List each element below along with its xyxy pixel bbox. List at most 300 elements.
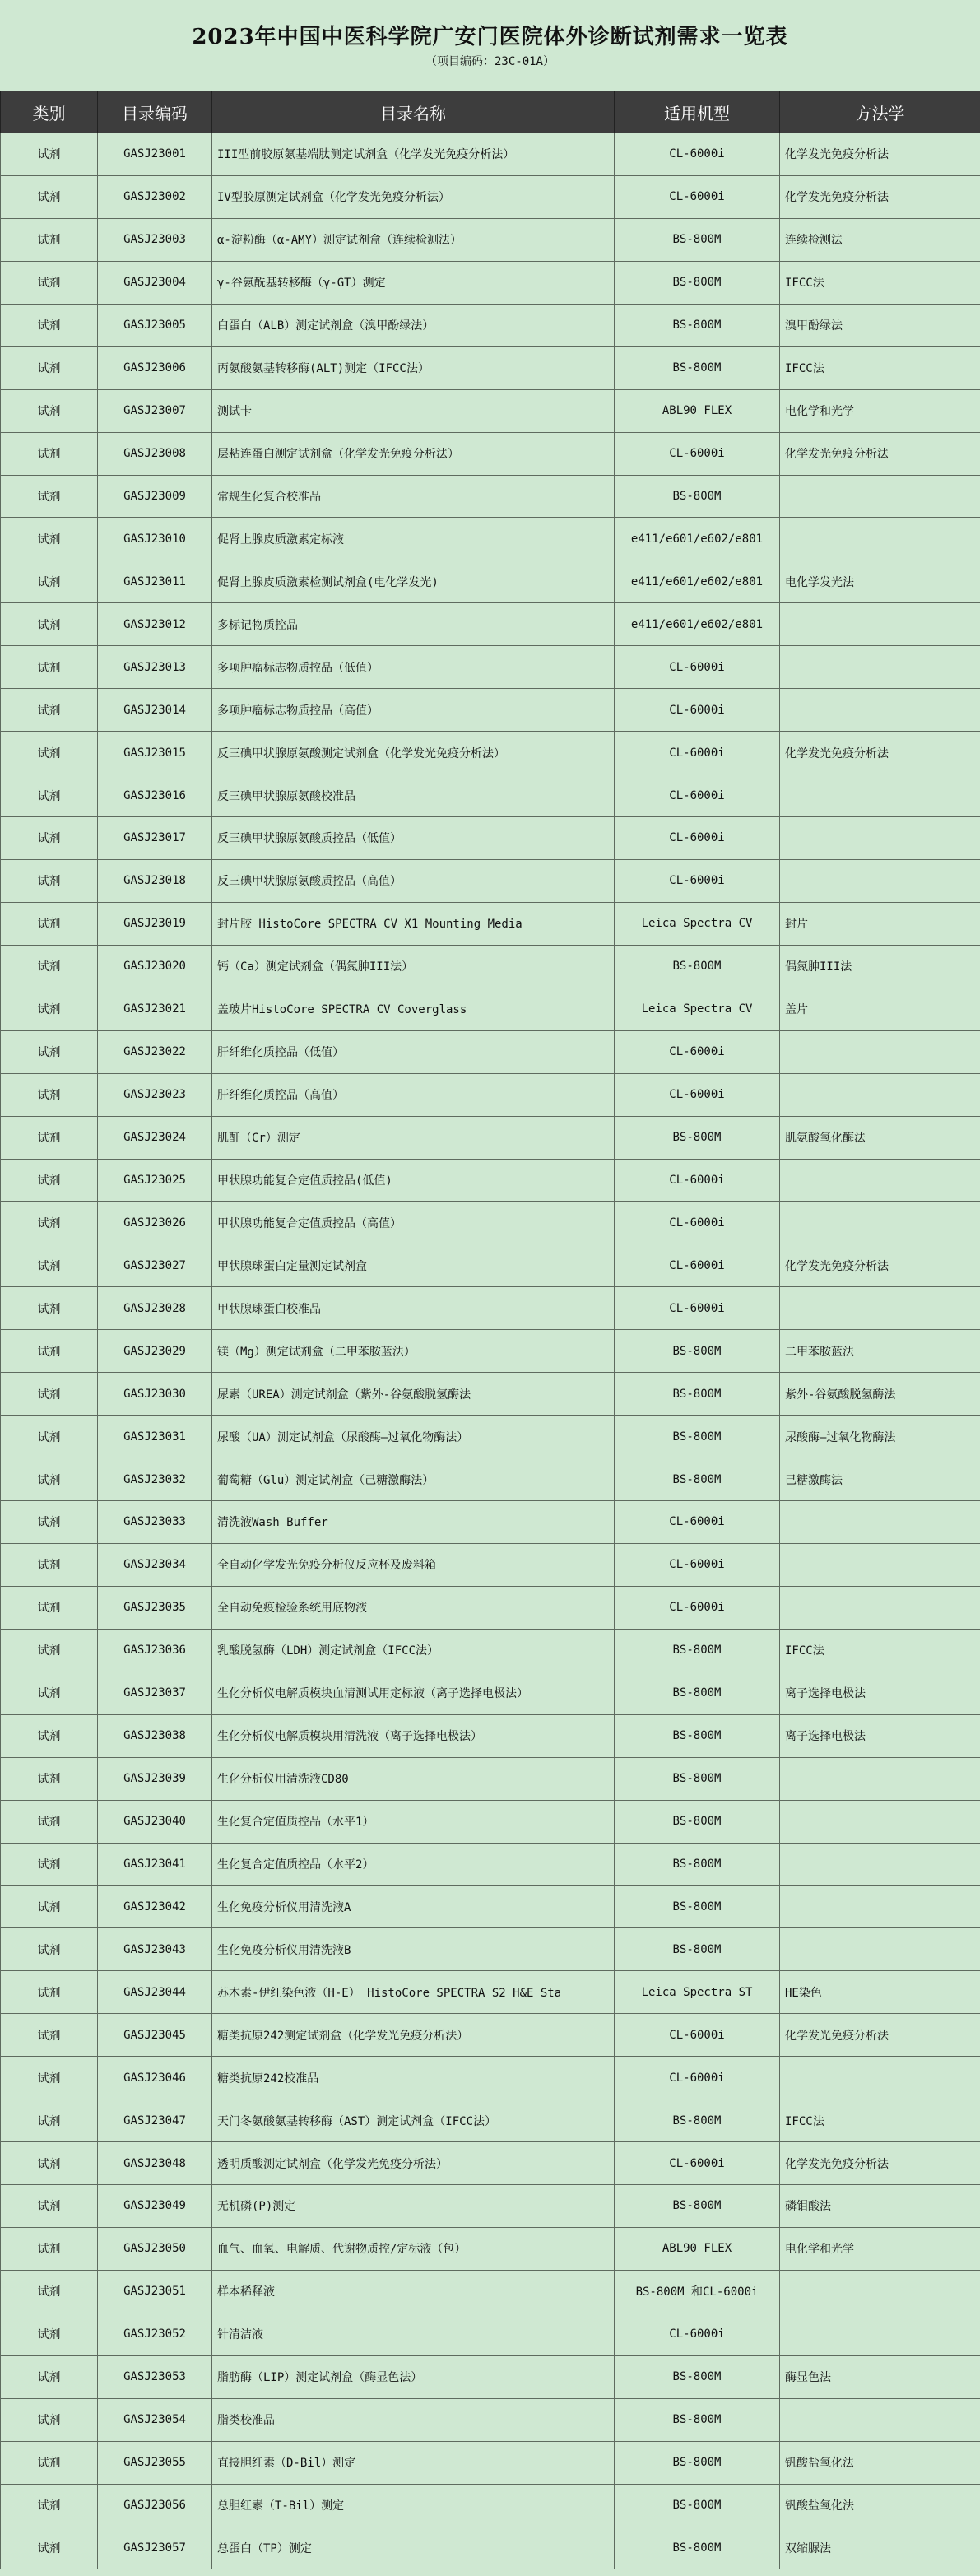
cell-method: 化学发光免疫分析法 <box>780 732 980 774</box>
cell-name: 白蛋白（ALB）测定试剂盒（溴甲酚绿法） <box>212 304 615 346</box>
table-row <box>1 774 980 817</box>
table-row <box>1 1714 980 1757</box>
cell-method <box>780 518 980 560</box>
cell-model: BS-800M <box>615 1629 780 1672</box>
table-row <box>1 2099 980 2142</box>
cell-code: GASJ23023 <box>98 1073 212 1116</box>
table-row <box>1 1373 980 1416</box>
cell-method <box>780 689 980 732</box>
cell-category: 试剂 <box>1 732 98 774</box>
cell-category: 试剂 <box>1 2142 98 2185</box>
cell-model: CL-6000i <box>615 1159 780 1202</box>
cell-code: GASJ23005 <box>98 304 212 346</box>
cell-model: CL-6000i <box>615 1030 780 1073</box>
cell-name: 生化复合定值质控品（水平1） <box>212 1800 615 1843</box>
cell-category: 试剂 <box>1 2313 98 2355</box>
cell-method <box>780 475 980 518</box>
cell-code: GASJ23003 <box>98 218 212 261</box>
cell-name: III型前胶原氨基端肽测定试剂盒（化学发光免疫分析法） <box>212 133 615 176</box>
table-row <box>1 304 980 346</box>
cell-model: BS-800M <box>615 1373 780 1416</box>
cell-name: 反三碘甲状腺原氨酸测定试剂盒（化学发光免疫分析法） <box>212 732 615 774</box>
cell-name: 糖类抗原242测定试剂盒（化学发光免疫分析法） <box>212 2014 615 2057</box>
cell-name: 测试卡 <box>212 389 615 432</box>
table-row <box>1 261 980 304</box>
cell-model: BS-800M <box>615 1330 780 1373</box>
cell-name: 甲状腺球蛋白校准品 <box>212 1287 615 1330</box>
cell-name: 苏木素-伊红染色液（H-E） HistoCore SPECTRA S2 H&E Sta <box>212 1971 615 2014</box>
cell-code: GASJ23036 <box>98 1629 212 1672</box>
cell-code: GASJ23043 <box>98 1928 212 1971</box>
cell-code: GASJ23026 <box>98 1202 212 1244</box>
cell-category: 试剂 <box>1 646 98 689</box>
cell-name: 生化复合定值质控品（水平2） <box>212 1843 615 1886</box>
cell-category: 试剂 <box>1 1244 98 1287</box>
cell-code: GASJ23032 <box>98 1458 212 1501</box>
cell-method: IFCC法 <box>780 1629 980 1672</box>
cell-model: BS-800M <box>615 2185 780 2228</box>
cell-name: 样本稀释液 <box>212 2270 615 2313</box>
cell-code: GASJ23004 <box>98 261 212 304</box>
cell-code: GASJ23049 <box>98 2185 212 2228</box>
table-row <box>1 2441 980 2484</box>
cell-model: BS-800M <box>615 1843 780 1886</box>
cell-method: 离子选择电极法 <box>780 1714 980 1757</box>
cell-model: Leica Spectra ST <box>615 1971 780 2014</box>
cell-category: 试剂 <box>1 2227 98 2270</box>
cell-category: 试剂 <box>1 1159 98 1202</box>
table-row <box>1 1501 980 1544</box>
cell-model: CL-6000i <box>615 2057 780 2099</box>
cell-method: 封片 <box>780 902 980 945</box>
cell-method: 连续检测法 <box>780 218 980 261</box>
cell-model: BS-800M <box>615 1458 780 1501</box>
cell-method <box>780 1586 980 1629</box>
cell-method: 二甲苯胺蓝法 <box>780 1330 980 1373</box>
cell-method: 酶显色法 <box>780 2355 980 2398</box>
cell-code: GASJ23056 <box>98 2484 212 2527</box>
cell-model: CL-6000i <box>615 1586 780 1629</box>
header-method: 方法学 <box>780 91 980 133</box>
cell-code: GASJ23052 <box>98 2313 212 2355</box>
cell-category: 试剂 <box>1 175 98 218</box>
cell-code: GASJ23029 <box>98 1330 212 1373</box>
cell-method: 尿酸酶—过氧化物酶法 <box>780 1416 980 1458</box>
cell-model: BS-800M <box>615 2441 780 2484</box>
cell-model: BS-800M <box>615 1714 780 1757</box>
cell-code: GASJ23057 <box>98 2527 212 2569</box>
cell-method: 紫外-谷氨酸脱氢酶法 <box>780 1373 980 1416</box>
cell-model: CL-6000i <box>615 774 780 817</box>
cell-category: 试剂 <box>1 475 98 518</box>
cell-category: 试剂 <box>1 1116 98 1159</box>
cell-method <box>780 774 980 817</box>
cell-category: 试剂 <box>1 1757 98 1800</box>
cell-category: 试剂 <box>1 1373 98 1416</box>
cell-name: 多项肿瘤标志物质控品（低值） <box>212 646 615 689</box>
cell-category: 试剂 <box>1 689 98 732</box>
cell-category: 试剂 <box>1 1928 98 1971</box>
table-row <box>1 2355 980 2398</box>
cell-model: BS-800M <box>615 2099 780 2142</box>
table-row <box>1 218 980 261</box>
cell-category: 试剂 <box>1 945 98 988</box>
cell-name: 清洗液Wash Buffer <box>212 1501 615 1544</box>
table-row <box>1 1159 980 1202</box>
cell-code: GASJ23009 <box>98 475 212 518</box>
cell-name: 镁（Mg）测定试剂盒（二甲苯胺蓝法） <box>212 1330 615 1373</box>
cell-model: CL-6000i <box>615 1501 780 1544</box>
cell-category: 试剂 <box>1 859 98 902</box>
cell-code: GASJ23028 <box>98 1287 212 1330</box>
cell-method: 电化学和光学 <box>780 389 980 432</box>
table-row <box>1 1244 980 1287</box>
cell-code: GASJ23047 <box>98 2099 212 2142</box>
cell-model: BS-800M <box>615 346 780 389</box>
cell-model: ABL90 FLEX <box>615 2227 780 2270</box>
cell-method <box>780 817 980 860</box>
cell-category: 试剂 <box>1 1629 98 1672</box>
cell-name: 针清洁液 <box>212 2313 615 2355</box>
cell-method: 钒酸盐氧化法 <box>780 2441 980 2484</box>
cell-model: BS-800M <box>615 1757 780 1800</box>
cell-model: ABL90 FLEX <box>615 389 780 432</box>
cell-name: 甲状腺球蛋白定量测定试剂盒 <box>212 1244 615 1287</box>
cell-method: 偶氮胂III法 <box>780 945 980 988</box>
cell-category: 试剂 <box>1 346 98 389</box>
table-row <box>1 1287 980 1330</box>
cell-code: GASJ23011 <box>98 560 212 603</box>
cell-category: 试剂 <box>1 2355 98 2398</box>
header-row <box>1 91 980 133</box>
cell-code: GASJ23017 <box>98 817 212 860</box>
cell-method <box>780 1159 980 1202</box>
cell-code: GASJ23008 <box>98 432 212 475</box>
cell-method: 化学发光免疫分析法 <box>780 2142 980 2185</box>
table-row <box>1 646 980 689</box>
cell-method <box>780 1928 980 1971</box>
cell-category: 试剂 <box>1 774 98 817</box>
cell-model: CL-6000i <box>615 859 780 902</box>
table-row <box>1 1928 980 1971</box>
cell-code: GASJ23007 <box>98 389 212 432</box>
cell-method <box>780 1202 980 1244</box>
table-row <box>1 2313 980 2355</box>
cell-name: 促肾上腺皮质激素定标液 <box>212 518 615 560</box>
cell-code: GASJ23016 <box>98 774 212 817</box>
cell-model: BS-800M <box>615 218 780 261</box>
cell-category: 试剂 <box>1 2270 98 2313</box>
cell-code: GASJ23012 <box>98 603 212 646</box>
cell-category: 试剂 <box>1 988 98 1030</box>
cell-method <box>780 2270 980 2313</box>
cell-name: 脂肪酶（LIP）测定试剂盒（酶显色法） <box>212 2355 615 2398</box>
cell-category: 试剂 <box>1 1030 98 1073</box>
table-row <box>1 2057 980 2099</box>
cell-name: 无机磷(P)测定 <box>212 2185 615 2228</box>
cell-code: GASJ23002 <box>98 175 212 218</box>
table-row <box>1 689 980 732</box>
cell-name: 天门冬氨酸氨基转移酶（AST）测定试剂盒（IFCC法） <box>212 2099 615 2142</box>
cell-name: 乳酸脱氢酶（LDH）测定试剂盒（IFCC法） <box>212 1629 615 1672</box>
cell-name: 肝纤维化质控品（低值） <box>212 1030 615 1073</box>
cell-model: BS-800M <box>615 1672 780 1714</box>
table-body <box>1 133 980 2569</box>
cell-name: 血气、血氧、电解质、代谢物质控/定标液（包） <box>212 2227 615 2270</box>
cell-category: 试剂 <box>1 2484 98 2527</box>
cell-code: GASJ23019 <box>98 902 212 945</box>
cell-code: GASJ23031 <box>98 1416 212 1458</box>
cell-code: GASJ23046 <box>98 2057 212 2099</box>
table-row <box>1 1116 980 1159</box>
cell-name: 总胆红素（T-Bil）测定 <box>212 2484 615 2527</box>
cell-model: CL-6000i <box>615 2014 780 2057</box>
cell-name: 层粘连蛋白测定试剂盒（化学发光免疫分析法） <box>212 432 615 475</box>
cell-category: 试剂 <box>1 1330 98 1373</box>
table-row <box>1 1672 980 1714</box>
cell-code: GASJ23001 <box>98 133 212 176</box>
table-row <box>1 2227 980 2270</box>
title-block <box>0 0 980 91</box>
cell-category: 试剂 <box>1 2014 98 2057</box>
cell-code: GASJ23015 <box>98 732 212 774</box>
cell-name: 盖玻片HistoCore SPECTRA CV Coverglass <box>212 988 615 1030</box>
table-row <box>1 175 980 218</box>
cell-category: 试剂 <box>1 1501 98 1544</box>
cell-model: BS-800M <box>615 1800 780 1843</box>
cell-model: BS-800M <box>615 2527 780 2569</box>
cell-name: 反三碘甲状腺原氨酸质控品（低值） <box>212 817 615 860</box>
cell-model: BS-800M <box>615 2398 780 2441</box>
cell-name: 葡萄糖（Glu）测定试剂盒（己糖激酶法） <box>212 1458 615 1501</box>
table-row <box>1 1543 980 1586</box>
table-row <box>1 2398 980 2441</box>
cell-model: CL-6000i <box>615 432 780 475</box>
table-header <box>1 91 980 133</box>
cell-model: CL-6000i <box>615 133 780 176</box>
cell-method: 化学发光免疫分析法 <box>780 1244 980 1287</box>
cell-category: 试剂 <box>1 902 98 945</box>
cell-code: GASJ23051 <box>98 2270 212 2313</box>
cell-category: 试剂 <box>1 560 98 603</box>
cell-method: IFCC法 <box>780 2099 980 2142</box>
cell-name: 尿素（UREA）测定试剂盒（紫外-谷氨酸脱氢酶法 <box>212 1373 615 1416</box>
cell-name: γ-谷氨酰基转移酶（γ-GT）测定 <box>212 261 615 304</box>
cell-name: 封片胶 HistoCore SPECTRA CV X1 Mounting Media <box>212 902 615 945</box>
cell-code: GASJ23030 <box>98 1373 212 1416</box>
cell-method: 化学发光免疫分析法 <box>780 432 980 475</box>
cell-method: 双缩脲法 <box>780 2527 980 2569</box>
cell-model: CL-6000i <box>615 689 780 732</box>
cell-name: 多标记物质控品 <box>212 603 615 646</box>
cell-method <box>780 646 980 689</box>
table-row <box>1 133 980 176</box>
cell-method <box>780 1073 980 1116</box>
table-row <box>1 2014 980 2057</box>
cell-category: 试剂 <box>1 2099 98 2142</box>
cell-category: 试剂 <box>1 1971 98 2014</box>
table-row <box>1 346 980 389</box>
cell-name: 丙氨酸氨基转移酶(ALT)测定（IFCC法） <box>212 346 615 389</box>
cell-model: BS-800M <box>615 261 780 304</box>
cell-method: 电化学和光学 <box>780 2227 980 2270</box>
cell-category: 试剂 <box>1 1714 98 1757</box>
table-row <box>1 902 980 945</box>
table-row <box>1 2185 980 2228</box>
cell-model: Leica Spectra CV <box>615 902 780 945</box>
cell-method <box>780 859 980 902</box>
cell-method <box>780 1501 980 1544</box>
table-row <box>1 1629 980 1672</box>
cell-category: 试剂 <box>1 2185 98 2228</box>
cell-name: 甲状腺功能复合定值质控品（高值） <box>212 1202 615 1244</box>
cell-name: 透明质酸测定试剂盒（化学发光免疫分析法） <box>212 2142 615 2185</box>
cell-code: GASJ23045 <box>98 2014 212 2057</box>
cell-code: GASJ23010 <box>98 518 212 560</box>
cell-name: 促肾上腺皮质激素检测试剂盒(电化学发光) <box>212 560 615 603</box>
cell-category: 试剂 <box>1 1543 98 1586</box>
cell-category: 试剂 <box>1 1586 98 1629</box>
cell-category: 试剂 <box>1 1843 98 1886</box>
cell-category: 试剂 <box>1 432 98 475</box>
cell-category: 试剂 <box>1 218 98 261</box>
cell-code: GASJ23055 <box>98 2441 212 2484</box>
table-row <box>1 1030 980 1073</box>
table-row <box>1 2142 980 2185</box>
cell-name: 尿酸（UA）测定试剂盒（尿酸酶—过氧化物酶法） <box>212 1416 615 1458</box>
cell-method: 化学发光免疫分析法 <box>780 133 980 176</box>
cell-code: GASJ23044 <box>98 1971 212 2014</box>
cell-method: 肌氨酸氧化酶法 <box>780 1116 980 1159</box>
cell-method: IFCC法 <box>780 346 980 389</box>
cell-code: GASJ23040 <box>98 1800 212 1843</box>
table-row <box>1 2484 980 2527</box>
cell-code: GASJ23038 <box>98 1714 212 1757</box>
cell-name: α-淀粉酶（α-AMY）测定试剂盒（连续检测法） <box>212 218 615 261</box>
cell-category: 试剂 <box>1 2527 98 2569</box>
cell-name: 甲状腺功能复合定值质控品(低值) <box>212 1159 615 1202</box>
cell-code: GASJ23020 <box>98 945 212 988</box>
table-row <box>1 603 980 646</box>
table-row <box>1 1458 980 1501</box>
cell-code: GASJ23037 <box>98 1672 212 1714</box>
cell-model: CL-6000i <box>615 1543 780 1586</box>
cell-code: GASJ23027 <box>98 1244 212 1287</box>
cell-model: BS-800M <box>615 304 780 346</box>
project-code: （项目编码：23C-01A） <box>425 55 555 68</box>
cell-model: e411/e601/e602/e801 <box>615 603 780 646</box>
cell-name: 生化分析仪电解质模块用清洗液（离子选择电极法） <box>212 1714 615 1757</box>
cell-method <box>780 1800 980 1843</box>
cell-method <box>780 1030 980 1073</box>
cell-category: 试剂 <box>1 133 98 176</box>
cell-model: BS-800M <box>615 2484 780 2527</box>
cell-name: 肝纤维化质控品（高值） <box>212 1073 615 1116</box>
cell-method: 电化学发光法 <box>780 560 980 603</box>
cell-code: GASJ23054 <box>98 2398 212 2441</box>
cell-code: GASJ23033 <box>98 1501 212 1544</box>
cell-method <box>780 1886 980 1928</box>
cell-category: 试剂 <box>1 1202 98 1244</box>
cell-model: Leica Spectra CV <box>615 988 780 1030</box>
cell-method: 离子选择电极法 <box>780 1672 980 1714</box>
table-row <box>1 1416 980 1458</box>
cell-category: 试剂 <box>1 1416 98 1458</box>
cell-name: 反三碘甲状腺原氨酸校准品 <box>212 774 615 817</box>
table-row <box>1 1757 980 1800</box>
cell-name: 总蛋白（TP）测定 <box>212 2527 615 2569</box>
cell-method <box>780 1843 980 1886</box>
cell-name: 直接胆红素（D-Bil）测定 <box>212 2441 615 2484</box>
cell-category: 试剂 <box>1 603 98 646</box>
cell-model: CL-6000i <box>615 2142 780 2185</box>
table-row <box>1 2527 980 2569</box>
cell-code: GASJ23021 <box>98 988 212 1030</box>
table-row <box>1 1843 980 1886</box>
cell-name: 反三碘甲状腺原氨酸质控品（高值） <box>212 859 615 902</box>
cell-name: 生化分析仪用清洗液CD80 <box>212 1757 615 1800</box>
cell-code: GASJ23050 <box>98 2227 212 2270</box>
cell-name: 生化分析仪电解质模块血清测试用定标液（离子选择电极法） <box>212 1672 615 1714</box>
cell-model: BS-800M <box>615 945 780 988</box>
cell-model: CL-6000i <box>615 817 780 860</box>
cell-name: 全自动化学发光免疫分析仪反应杯及废料箱 <box>212 1543 615 1586</box>
cell-method: 化学发光免疫分析法 <box>780 2014 980 2057</box>
cell-code: GASJ23034 <box>98 1543 212 1586</box>
table-row <box>1 859 980 902</box>
cell-model: BS-800M 和CL-6000i <box>615 2270 780 2313</box>
header-model: 适用机型 <box>615 91 780 133</box>
table-row <box>1 1202 980 1244</box>
table-row <box>1 1971 980 2014</box>
table-row <box>1 2270 980 2313</box>
cell-model: BS-800M <box>615 1928 780 1971</box>
cell-code: GASJ23035 <box>98 1586 212 1629</box>
cell-method <box>780 1287 980 1330</box>
cell-category: 试剂 <box>1 1458 98 1501</box>
cell-model: BS-800M <box>615 1886 780 1928</box>
cell-category: 试剂 <box>1 2057 98 2099</box>
cell-model: CL-6000i <box>615 1202 780 1244</box>
cell-code: GASJ23041 <box>98 1843 212 1886</box>
cell-model: BS-800M <box>615 1116 780 1159</box>
page-title: 2023年中国中医科学院广安门医院体外诊断试剂需求一览表 <box>192 25 788 49</box>
cell-name: 钙（Ca）测定试剂盒（偶氮胂III法） <box>212 945 615 988</box>
cell-code: GASJ23024 <box>98 1116 212 1159</box>
cell-name: 全自动免疫检验系统用底物液 <box>212 1586 615 1629</box>
cell-category: 试剂 <box>1 518 98 560</box>
cell-name: IV型胶原测定试剂盒（化学发光免疫分析法） <box>212 175 615 218</box>
reagent-table <box>0 91 980 2569</box>
table-row <box>1 945 980 988</box>
table-row <box>1 1800 980 1843</box>
cell-code: GASJ23013 <box>98 646 212 689</box>
cell-method <box>780 2057 980 2099</box>
cell-code: GASJ23014 <box>98 689 212 732</box>
table-row <box>1 1886 980 1928</box>
cell-model: e411/e601/e602/e801 <box>615 518 780 560</box>
cell-name: 生化免疫分析仪用清洗液B <box>212 1928 615 1971</box>
table-row <box>1 1073 980 1116</box>
cell-method: HE染色 <box>780 1971 980 2014</box>
cell-name: 常规生化复合校准品 <box>212 475 615 518</box>
cell-method: 钒酸盐氧化法 <box>780 2484 980 2527</box>
cell-method: 磷钼酸法 <box>780 2185 980 2228</box>
cell-category: 试剂 <box>1 1886 98 1928</box>
cell-code: GASJ23006 <box>98 346 212 389</box>
cell-name: 脂类校准品 <box>212 2398 615 2441</box>
cell-category: 试剂 <box>1 2398 98 2441</box>
